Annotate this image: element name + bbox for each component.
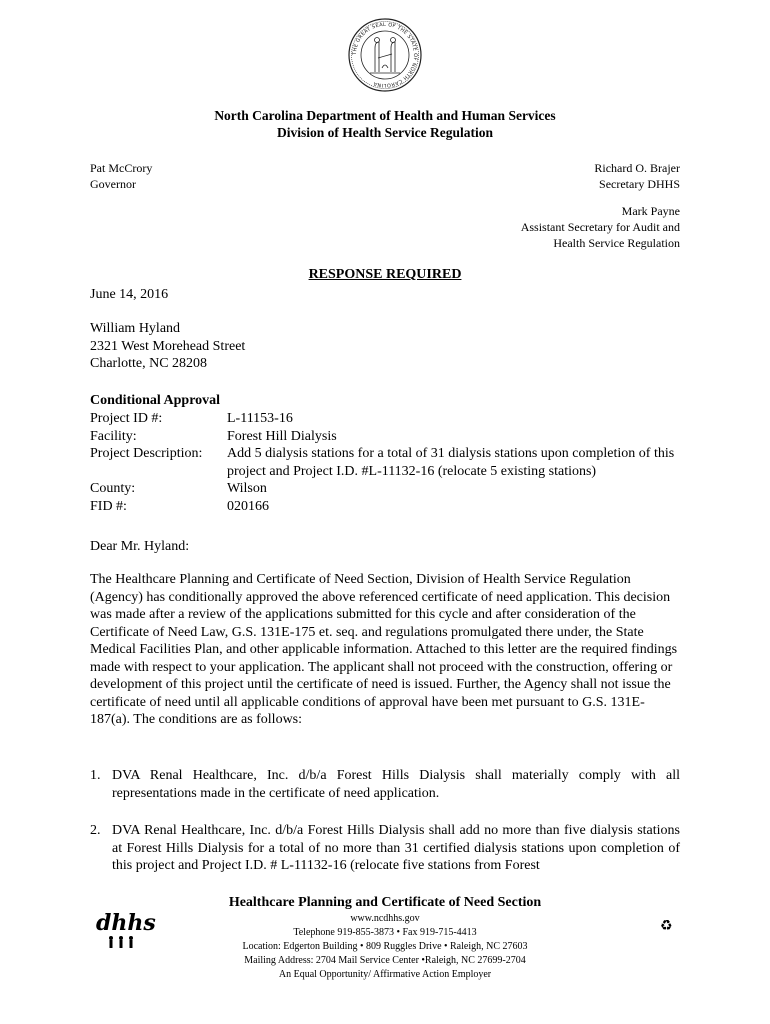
footer-eeo: An Equal Opportunity/ Affirmative Action Employer bbox=[278, 969, 492, 980]
condition-text: DVA Renal Healthcare, Inc. d/b/a Forest Hills Dialysis shall materially comply with all representations made in the certificate of need application. bbox=[112, 768, 680, 801]
secretary-name: Richard O. Brajer bbox=[594, 161, 680, 175]
footer-location: Location: Edgerton Building • 809 Ruggles Drive • Raleigh, NC 27603 bbox=[242, 941, 528, 952]
salutation: Dear Mr. Hyland: bbox=[90, 539, 190, 554]
project-details-table bbox=[90, 410, 680, 515]
recipient-city: Charlotte, NC 28208 bbox=[90, 356, 208, 371]
approval-heading: Conditional Approval bbox=[90, 393, 221, 408]
project-value: L-11153-16 bbox=[227, 411, 293, 426]
condition-number: 2. bbox=[90, 823, 101, 838]
division-name: Division of Health Service Regulation bbox=[277, 125, 493, 140]
condition-item bbox=[90, 822, 680, 875]
project-row bbox=[90, 498, 680, 516]
condition-number: 1. bbox=[90, 768, 101, 783]
project-row bbox=[90, 428, 680, 446]
body-paragraph: The Healthcare Planning and Certificate of Need Section, Division of Health Service Regulation (Agency) has conditionally approved the above referenced certificate of need application. This decision was made after a review of the applications submitted for this cycle and after consideration of the Certificate of Need Law, G.S. 131E-175 et. seq. and regulations promulgated there under, the State Medical Facilities Plan, and other applicable information. Attached to this letter are the required findings made with respect to your application. The applicant shall not proceed with the construction, offering or development of this project until the certificate of need is issued. Further, the Agency shall not issue the certificate of need until all applicable conditions of approval have been met pursuant to G.S. 131E-187(a). The conditions are as follows: bbox=[90, 572, 678, 727]
project-row bbox=[90, 480, 680, 498]
governor-title: Governor bbox=[90, 177, 136, 191]
project-value: 020166 bbox=[227, 498, 269, 514]
footer-website: www.ncdhhs.gov bbox=[350, 913, 420, 924]
recipient-address bbox=[90, 320, 245, 373]
assistant-secretary-block bbox=[521, 203, 680, 251]
seal-text: THE GREAT SEAL OF THE STATE OF NORTH CAROLINA bbox=[351, 21, 419, 89]
assistant-title-2: Health Service Regulation bbox=[553, 236, 680, 250]
recipient-street: 2321 West Morehead Street bbox=[90, 338, 246, 354]
footer-title: Healthcare Planning and Certificate of Need Section bbox=[228, 895, 542, 910]
project-value: Wilson bbox=[227, 481, 267, 496]
letter-date: June 14, 2016 bbox=[90, 287, 169, 302]
secretary-block bbox=[594, 160, 680, 192]
project-label: Project ID #: bbox=[90, 411, 163, 426]
recycle-icon: ♻ bbox=[660, 918, 673, 934]
governor-name: Pat McCrory bbox=[90, 161, 153, 175]
dhhs-logo-text: dhhs bbox=[96, 910, 156, 936]
project-label: Facility: bbox=[90, 428, 137, 444]
condition-item bbox=[90, 767, 680, 802]
secretary-title: Secretary DHHS bbox=[599, 177, 680, 191]
response-required-heading: RESPONSE REQUIRED bbox=[308, 267, 462, 282]
footer-mailing: Mailing Address: 2704 Mail Service Center •Raleigh, NC 27699-2704 bbox=[244, 955, 526, 966]
assistant-name: Mark Payne bbox=[621, 204, 680, 218]
project-label: FID #: bbox=[90, 498, 127, 514]
project-row bbox=[90, 445, 680, 480]
project-label: Project Description: bbox=[90, 446, 203, 461]
state-seal bbox=[348, 18, 422, 92]
dhhs-logo bbox=[94, 908, 156, 950]
project-row bbox=[90, 410, 680, 428]
condition-text: DVA Renal Healthcare, Inc. d/b/a Forest Hills Dialysis shall add no more than five dialysis stations at Forest Hills Dialysis for a total of no more than 31 certified dialysis stations upon completion of this project and Project I.D. # L-11132-16 (relocate five stations from Forest bbox=[112, 823, 680, 873]
project-value: Add 5 dialysis stations for a total of 31 dialysis stations upon completion of this project and Project I.D. #L-11132-16 (relocate 5 existing stations) bbox=[227, 446, 675, 479]
assistant-title-1: Assistant Secretary for Audit and bbox=[520, 220, 680, 234]
recipient-name: William Hyland bbox=[90, 321, 181, 336]
footer-phone: Telephone 919-855-3873 • Fax 919-715-4413 bbox=[293, 927, 477, 938]
governor-block bbox=[90, 160, 152, 192]
project-value: Forest Hill Dialysis bbox=[227, 428, 337, 444]
project-label: County: bbox=[90, 481, 136, 496]
svg-text:THE GREAT SEAL OF THE STATE OF bbox=[352, 22, 418, 88]
department-name: North Carolina Department of Health and Human Services bbox=[214, 108, 556, 123]
